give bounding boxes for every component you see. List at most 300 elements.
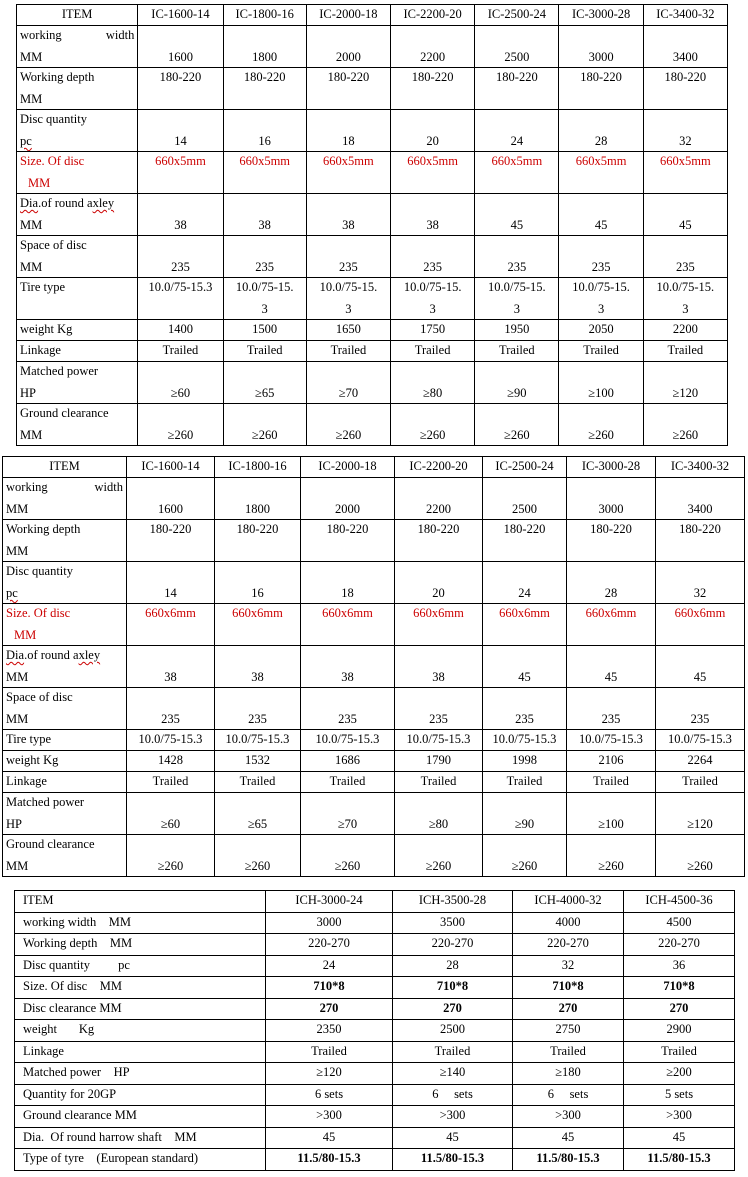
value-cell [559, 362, 643, 404]
cell-text: Type of tyre (European standard) [23, 1151, 199, 1165]
label-word: .of round a [24, 648, 79, 662]
table-row [3, 478, 745, 520]
cell-text: ≥260 [251, 428, 278, 442]
cell-text: MM [6, 502, 29, 516]
value-cell [301, 772, 395, 793]
cell-text: ≥65 [254, 386, 275, 400]
cell-text: 10.0/75-15. [488, 280, 546, 294]
cell-text: 3000 [316, 914, 342, 929]
value-cell [513, 998, 624, 1020]
value-cell [559, 26, 643, 68]
value-cell [559, 404, 643, 446]
value-cell [624, 955, 735, 977]
value-cell [306, 194, 390, 236]
value-cell [567, 835, 656, 877]
cell-text: Size. Of disc [6, 606, 71, 620]
value-cell [393, 912, 513, 934]
cell-text: 28 [446, 957, 459, 972]
value-cell [138, 152, 223, 194]
value-cell [624, 1020, 735, 1042]
value-cell [643, 320, 727, 341]
value-cell [215, 793, 301, 835]
table-row [15, 1020, 735, 1042]
cell-text: 220-270 [308, 936, 350, 950]
header-row [17, 5, 728, 26]
value-cell [127, 478, 215, 520]
cell-text: pc [6, 586, 18, 600]
value-cell [223, 278, 306, 320]
cell-text: 45 [561, 1129, 575, 1144]
label-wrap [20, 278, 134, 319]
cell-text: 1686 [335, 753, 360, 767]
value-line-2 [310, 300, 387, 319]
value-cell [559, 341, 643, 362]
value-cell [306, 320, 390, 341]
cell-text: 180-220 [496, 70, 538, 84]
cell-text: 660x5mm [155, 154, 206, 168]
table-row [3, 751, 745, 772]
cell-text: ≥200 [666, 1065, 692, 1079]
cell-text: ≥60 [170, 386, 191, 400]
value-cell [395, 793, 483, 835]
cell-text: 38 [258, 218, 271, 232]
value-cell [266, 977, 393, 999]
cell-text: Trailed [583, 343, 619, 357]
cell-text: Trailed [506, 774, 543, 788]
value-cell [306, 152, 390, 194]
value-cell [223, 68, 306, 110]
label-wrap [20, 110, 134, 151]
cell-text: ≥180 [555, 1065, 581, 1079]
cell-text: 220-270 [547, 936, 589, 950]
value-cell [559, 278, 643, 320]
value-cell [306, 278, 390, 320]
header-item: ITEM [15, 891, 266, 913]
cell-text: ≥260 [167, 428, 194, 442]
value-cell [513, 1041, 624, 1063]
label-line-1 [6, 835, 123, 854]
table-row [15, 1041, 735, 1063]
value-cell [475, 320, 559, 341]
cell-text: 45 [518, 670, 531, 684]
cell-text: 1998 [512, 753, 537, 767]
label-line-2 [20, 258, 134, 277]
value-cell [391, 278, 475, 320]
header-model: ICH-3500-28 [393, 891, 513, 913]
cell-text: Trailed [152, 774, 189, 788]
cell-text: MM [20, 260, 43, 274]
value-cell [127, 730, 215, 751]
cell-text: 3 [682, 302, 689, 316]
row-label [17, 404, 138, 446]
value-cell [513, 955, 624, 977]
cell-text: 36 [672, 957, 686, 972]
cell-text: 1532 [245, 753, 270, 767]
cell-text: 10.0/75-15. [572, 280, 630, 294]
cell-text: 180-220 [590, 522, 632, 536]
label-line-1 [20, 26, 134, 45]
cell-text: 270 [319, 1000, 339, 1015]
label-word: .of round a [38, 196, 93, 210]
cell-text: 24 [518, 586, 531, 600]
cell-text: Size. Of disc [20, 154, 85, 168]
cell-text: 38 [341, 670, 354, 684]
cell-text: HP [6, 817, 22, 831]
value-cell [301, 604, 395, 646]
table-row [17, 194, 728, 236]
cell-text: 235 [429, 712, 448, 726]
value-cell [513, 934, 624, 956]
cell-text: Linkage [20, 343, 61, 357]
header-model: IC-1800-16 [215, 457, 301, 478]
cell-text: MM [6, 670, 29, 684]
cell-text: Trailed [162, 343, 199, 357]
header-model: IC-2500-24 [483, 457, 567, 478]
cell-text: 235 [255, 260, 275, 274]
value-cell [643, 194, 727, 236]
value-cell [127, 688, 215, 730]
label-line-2 [20, 174, 134, 193]
table-row [17, 278, 728, 320]
table-row [17, 110, 728, 152]
label-line-2 [6, 584, 123, 603]
value-cell [475, 68, 559, 110]
cell-text: 235 [248, 712, 267, 726]
cell-text: working [6, 480, 48, 494]
value-cell [215, 604, 301, 646]
cell-text: working [20, 28, 62, 42]
value-cell [223, 362, 306, 404]
value-cell [624, 977, 735, 999]
cell-text: ≥260 [687, 859, 713, 873]
label-wrap [20, 404, 134, 445]
value-cell [513, 912, 624, 934]
value-cell [643, 341, 727, 362]
value-cell [513, 1084, 624, 1106]
value-cell [301, 478, 395, 520]
table-row [15, 955, 735, 977]
cell-text: Trailed [499, 343, 535, 357]
label-line-2 [6, 542, 123, 561]
label-line-1 [6, 520, 123, 539]
cell-text: 3400 [672, 50, 698, 64]
header-model: IC-2200-20 [395, 457, 483, 478]
cell-text: Matched power [6, 795, 85, 809]
spec-table-3 [14, 890, 735, 1171]
value-cell [656, 688, 745, 730]
cell-text: 10.0/75-15. [403, 280, 462, 294]
value-cell [483, 604, 567, 646]
value-cell [266, 1063, 393, 1085]
value-line-2 [394, 300, 471, 319]
cell-text: 2500 [504, 50, 530, 64]
value-cell [127, 751, 215, 772]
cell-text: 660x5mm [323, 154, 374, 168]
value-cell [215, 646, 301, 688]
cell-text: 660x5mm [407, 154, 458, 168]
row-label [17, 68, 138, 110]
cell-text: 1600 [158, 502, 183, 516]
value-cell [127, 646, 215, 688]
cell-text: 10.0/75-15.3 [148, 280, 213, 294]
value-cell [624, 1149, 735, 1171]
cell-text: Working depth [20, 70, 95, 84]
cell-text: 3 [261, 302, 268, 316]
label-wrap [6, 478, 123, 519]
value-cell [656, 604, 745, 646]
value-cell [656, 793, 745, 835]
cell-text: >300 [666, 1108, 692, 1122]
value-cell [391, 320, 475, 341]
row-label [15, 1041, 266, 1063]
cell-text: 18 [341, 586, 354, 600]
header-model: IC-3400-32 [643, 5, 727, 26]
table-row [3, 646, 745, 688]
value-line-2 [227, 300, 303, 319]
label-line-2 [6, 668, 123, 687]
cell-text: Trailed [311, 1043, 347, 1058]
cell-text: Trailed [682, 774, 718, 788]
value-cell [301, 646, 395, 688]
value-cell [624, 1106, 735, 1128]
cell-text: 6 sets [547, 1086, 589, 1101]
value-cell [656, 478, 745, 520]
cell-text: 1500 [252, 322, 278, 336]
table-row [15, 1149, 735, 1171]
value-cell [223, 341, 306, 362]
value-cell [215, 772, 301, 793]
value-cell [391, 26, 475, 68]
cell-text: Matched power [20, 364, 99, 378]
cell-text: 180-220 [679, 522, 721, 536]
row-label [15, 955, 266, 977]
table-row [15, 1106, 735, 1128]
cell-text: 2900 [666, 1022, 692, 1036]
cell-text: Quantity for 20GP [23, 1086, 117, 1101]
value-cell [475, 26, 559, 68]
cell-text: ≥260 [504, 428, 530, 442]
row-label [3, 604, 127, 646]
value-cell [391, 404, 475, 446]
value-cell [138, 362, 223, 404]
value-line-1 [227, 278, 303, 297]
cell-text: 45 [322, 1129, 336, 1144]
cell-text: 660x5mm [660, 154, 711, 168]
value-cell [395, 688, 483, 730]
value-cell [624, 998, 735, 1020]
cell-text: 660x6mm [499, 606, 550, 620]
value-cell [127, 793, 215, 835]
value-cell [567, 520, 656, 562]
label-wrap [20, 236, 134, 277]
header-model: IC-2000-18 [301, 457, 395, 478]
value-cell [223, 26, 306, 68]
value-cell [567, 751, 656, 772]
label-line-2 [20, 426, 134, 445]
cell-text: Trailed [593, 774, 629, 788]
cell-text: 10.0/75-15.3 [225, 732, 290, 746]
cell-text: working width MM [23, 914, 131, 929]
value-cell [306, 404, 390, 446]
value-cell [266, 934, 393, 956]
cell-text: 18 [342, 134, 355, 148]
cell-text: 180-220 [159, 70, 202, 84]
label-line-2 [6, 710, 123, 729]
cell-text: Trailed [414, 343, 451, 357]
value-cell [301, 751, 395, 772]
table-row [17, 236, 728, 278]
cell-text: ≥260 [334, 859, 361, 873]
value-cell [624, 1063, 735, 1085]
cell-text: 2350 [316, 1022, 342, 1036]
cell-text: 2750 [555, 1022, 581, 1036]
cell-text: weight Kg [23, 1022, 95, 1036]
value-cell [391, 362, 475, 404]
value-wrap [562, 278, 639, 319]
cell-text: ≥120 [316, 1065, 342, 1079]
value-cell [656, 730, 745, 751]
cell-text: 235 [690, 712, 710, 726]
label-line-2 [6, 857, 123, 876]
value-cell [391, 194, 475, 236]
label-line-1 [6, 646, 123, 665]
value-cell [643, 68, 727, 110]
value-cell [624, 934, 735, 956]
label-line-2 [6, 500, 123, 519]
value-cell [223, 152, 306, 194]
value-cell [483, 478, 567, 520]
cell-text: 660x5mm [239, 154, 291, 168]
value-cell [138, 320, 223, 341]
table-row [15, 998, 735, 1020]
header-model: ICH-3000-24 [266, 891, 393, 913]
cell-text: 38 [342, 218, 355, 232]
cell-text: 11.5/80-15.3 [647, 1151, 711, 1165]
cell-text: 45 [604, 670, 618, 684]
cell-text: ≥80 [428, 817, 449, 831]
cell-text: 1650 [335, 322, 361, 336]
cell-text: ≥120 [687, 817, 713, 831]
label-line-1 [20, 110, 134, 129]
table-row [17, 68, 728, 110]
cell-text: 3500 [440, 914, 465, 929]
value-cell [223, 404, 306, 446]
value-line-1 [394, 278, 471, 297]
value-cell [127, 562, 215, 604]
cell-text: 28 [594, 134, 608, 148]
value-cell [266, 912, 393, 934]
header-model: IC-3000-28 [567, 457, 656, 478]
label-line-1 [6, 793, 123, 812]
value-cell [138, 236, 223, 278]
table-row [15, 1127, 735, 1149]
cell-text: 235 [675, 260, 695, 274]
cell-text: 180-220 [236, 522, 279, 536]
table-row [15, 934, 735, 956]
value-cell [643, 152, 727, 194]
value-cell [643, 404, 727, 446]
cell-text: MM [28, 176, 51, 190]
value-cell [215, 562, 301, 604]
cell-text: 3 [429, 302, 436, 316]
cell-text: Matched power HP [23, 1065, 130, 1079]
header-model: IC-1600-14 [138, 5, 223, 26]
value-cell [266, 1084, 393, 1106]
value-cell [138, 110, 223, 152]
cell-text: ≥260 [511, 859, 538, 873]
label-line-1 [20, 278, 134, 297]
value-cell [483, 772, 567, 793]
cell-text: width [94, 480, 123, 494]
label-line-2 [20, 90, 134, 109]
row-label [3, 730, 127, 751]
label-line-1 [20, 152, 134, 171]
cell-text: ≥100 [588, 386, 614, 400]
value-cell [395, 646, 483, 688]
cell-text: 45 [679, 218, 692, 232]
row-label [3, 772, 127, 793]
value-line-1 [562, 278, 639, 297]
value-cell [215, 730, 301, 751]
cell-text: 660x6mm [232, 606, 283, 620]
value-cell [306, 26, 390, 68]
table-row [3, 835, 745, 877]
cell-text: 180-220 [411, 70, 454, 84]
cell-text: 2000 [335, 502, 360, 516]
cell-text: 16 [251, 586, 264, 600]
value-cell [643, 110, 727, 152]
value-cell [393, 1149, 513, 1171]
row-label [15, 912, 266, 934]
row-label [3, 688, 127, 730]
cell-text: ≥260 [672, 428, 699, 442]
cell-text: 180-220 [664, 70, 707, 84]
cell-text: 38 [174, 218, 187, 232]
cell-text: 3 [597, 302, 605, 316]
cell-text: 10.0/75-15. [235, 280, 294, 294]
cell-text: 20 [426, 134, 439, 148]
label-word: Dia [6, 648, 25, 662]
value-cell [391, 341, 475, 362]
label-wrap [20, 68, 134, 109]
cell-text: Trailed [667, 343, 704, 357]
row-label [17, 152, 138, 194]
cell-text: 2200 [672, 322, 698, 336]
value-cell [559, 320, 643, 341]
value-cell [483, 793, 567, 835]
cell-text: 660x6mm [145, 606, 196, 620]
value-cell [391, 110, 475, 152]
value-cell [475, 110, 559, 152]
value-cell [624, 1041, 735, 1063]
value-cell [391, 236, 475, 278]
cell-text: MM [6, 544, 29, 558]
value-cell [266, 1041, 393, 1063]
cell-text: 45 [594, 218, 608, 232]
label-wrap [20, 152, 134, 193]
cell-text: Disc quantity pc [23, 957, 130, 972]
cell-text: 2200 [420, 50, 446, 64]
cell-text: 38 [251, 670, 264, 684]
label-wrap [6, 562, 123, 603]
cell-text: 235 [515, 712, 534, 726]
value-cell [656, 520, 745, 562]
label-line-1 [6, 562, 123, 581]
value-cell [559, 194, 643, 236]
cell-text: 235 [171, 260, 190, 274]
value-cell [223, 194, 306, 236]
table-row [3, 688, 745, 730]
